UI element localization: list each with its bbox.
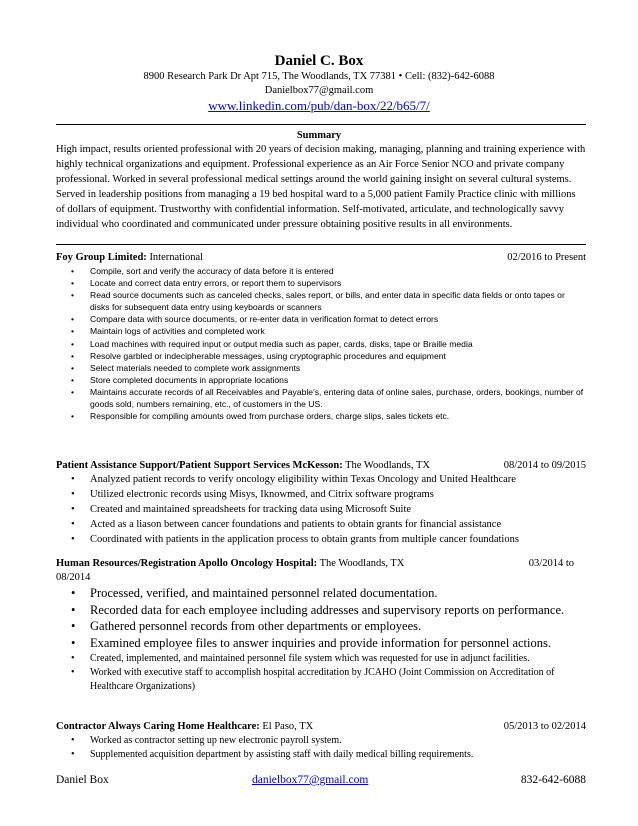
summary-title: Summary	[296, 130, 342, 141]
bullet-icon: •	[71, 635, 76, 650]
list-item: • Examined employee files to answer inquiries and provide information for personnel actions.	[71, 635, 551, 650]
job-header-apollo	[56, 557, 586, 585]
linkedin-link[interactable]: www.linkedin.com/pub/dan-box/22/b65/7/	[208, 98, 430, 113]
bullet-icon: •	[71, 474, 75, 485]
bullet-icon: •	[71, 519, 75, 531]
bullet-icon: •	[71, 411, 75, 422]
bullet-icon: •	[71, 749, 75, 761]
footer-phone: 832-642-6088	[520, 774, 586, 786]
list-item: • Locate and correct data entry errors, or report them to supervisors	[71, 278, 342, 289]
list-item: • Recorded data for each employee including addresses and supervisory reports on performance.	[71, 602, 565, 617]
job-dates-continued: 08/2014	[56, 572, 91, 583]
candidate-name: Daniel C. Box	[274, 53, 364, 69]
bullet-icon: •	[71, 386, 75, 397]
job-bullets-foy	[56, 265, 586, 422]
bullet-icon: •	[71, 489, 75, 501]
list-item: • Load machines with required input or output media such as paper, cards, disks, tape or Braille media	[71, 338, 473, 349]
list-item: • Select materials needed to complete work assignments	[71, 362, 301, 373]
summary-divider	[56, 244, 586, 245]
bullet-icon: •	[71, 290, 75, 301]
list-item: • Maintains accurate records of all Receivables and Payable's, entering data of online sales, purchase, orders, bookings, number of goods sold, numbers remaining, etc., of customers in the US.	[71, 386, 584, 410]
bullet-icon: •	[71, 586, 76, 600]
bullet-icon: •	[71, 602, 76, 617]
job-bullets-mckesson	[56, 472, 586, 547]
list-item: • Store completed documents in appropriate locations	[71, 374, 289, 385]
list-item: • Coordinated with patients in the application process to obtain grants from multiple cancer foundations	[56, 532, 586, 547]
list-item: • Worked with executive staff to accomplish hospital accreditation by JCAHO (Joint Commission on Accreditation of Healthcare Organizations)	[71, 667, 555, 693]
bullet-icon: •	[71, 314, 75, 325]
contact-address: 8900 Research Park Dr Apt 715, The Woodlands, TX 77381 • Cell: (832)-642-6088	[143, 71, 495, 82]
contact-email: Danielbox77@gmail.com	[264, 85, 374, 96]
job-location: The Woodlands, TX	[342, 460, 430, 471]
summary-text: High impact, results oriented professional with 20 years of decision making, managing, planning and training experience with highly technical organizations and equipment. Professional experience as an Air Force Senior NCO and private company professional. Worked in several professional medical settings around the world gaining insight on several cultural systems. Served in leadership positions from managing a 19 bed hospital ward to a 5,000 patient Family Practice clinic with millions of dollars of equipment. Trustworthy with confidential information. Self-motivated, articulate, and technologically savvy individual who coordinated and communicated under pressure obtaining positive results in all environments.	[56, 144, 586, 230]
list-item: • Supplemented acquisition department by assisting staff with daily medical billing requirements.	[56, 748, 586, 762]
footer-email-link[interactable]: danielbox77@gmail.com	[252, 774, 369, 786]
list-item: • Worked as contractor setting up new electronic payroll system.	[56, 734, 586, 748]
list-item: • Resolve garbled or indecipherable messages, using cryptographic procedures and equipment	[71, 350, 446, 361]
resume-header	[0, 52, 638, 114]
list-item: • Acted as a liason between cancer foundations and patients to obtain grants for financial assistance	[56, 517, 586, 532]
header-divider	[56, 124, 586, 125]
list-item: • Utilized electronic records using Misys, Iknowmed, and Citrix software programs	[56, 487, 586, 502]
job-company: Contractor Always Caring Home Healthcare:	[56, 721, 260, 732]
job-bullets-apollo-large	[56, 585, 586, 651]
list-item: • Compile, sort and verify the accuracy of data before it is entered	[71, 266, 334, 276]
job-location: El Paso, TX	[259, 721, 314, 732]
list-item: • Processed, verified, and maintained personnel related documentation.	[71, 586, 438, 600]
job-location: The Woodlands, TX	[317, 558, 405, 569]
list-item: • Responsible for compiling amounts owed from purchase orders, charge slips, sales tickets etc.	[71, 411, 450, 422]
job-company: Human Resources/Registration Apollo Oncology Hospital:	[56, 558, 318, 569]
job-bullets-always-caring	[56, 734, 586, 762]
job-header-mckesson	[56, 459, 586, 473]
job-dates: 05/2013 to 02/2014	[503, 721, 586, 732]
bullet-icon: •	[71, 326, 75, 337]
bullet-icon: •	[71, 362, 75, 373]
bullet-icon: •	[71, 667, 75, 679]
bullet-icon: •	[71, 735, 75, 746]
list-item: • Read source documents such as canceled checks, sales report, or bills, and enter data in specific data fields or onto tapes or disks for subsequent data entry using keyboards or scanners	[71, 290, 565, 313]
job-location: International	[146, 252, 204, 263]
bullet-icon: •	[71, 374, 75, 385]
job-header-foy	[56, 251, 586, 265]
bullet-icon: •	[71, 350, 75, 361]
bullet-icon: •	[71, 619, 76, 634]
job-dates: 02/2016 to Present	[507, 252, 586, 263]
list-item: • Analyzed patient records to verify oncology eligibility within Texas Oncology and United Healthcare	[56, 472, 586, 487]
list-item: • Gathered personnel records from other departments or employees.	[71, 619, 422, 634]
job-header-always-caring	[56, 720, 586, 734]
footer-name: Daniel Box	[56, 774, 109, 786]
job-company: Foy Group Limited:	[56, 252, 147, 263]
list-item: • Maintain logs of activities and completed work	[71, 326, 265, 337]
list-item: • Created and maintained spreadsheets for tracking data using Microsoft Suite	[56, 502, 586, 517]
job-bullets-apollo-small	[56, 652, 586, 695]
job-dates: 08/2014 to 09/2015	[503, 460, 586, 471]
bullet-icon: •	[71, 278, 75, 289]
bullet-icon: •	[71, 504, 75, 516]
page-footer	[56, 773, 586, 787]
job-dates: 03/2014 to	[528, 558, 574, 569]
bullet-icon: •	[71, 534, 75, 546]
list-item: • Compare data with source documents, or re-enter data in verification format to detect errors	[71, 314, 439, 325]
bullet-icon: •	[71, 338, 75, 349]
list-item: • Created, implemented, and maintained personnel file system which was requested for use in adjunct facilities.	[56, 652, 586, 666]
job-company: Patient Assistance Support/Patient Support Services McKesson:	[56, 460, 343, 471]
bullet-icon: •	[71, 266, 75, 276]
bullet-icon: •	[71, 653, 75, 664]
